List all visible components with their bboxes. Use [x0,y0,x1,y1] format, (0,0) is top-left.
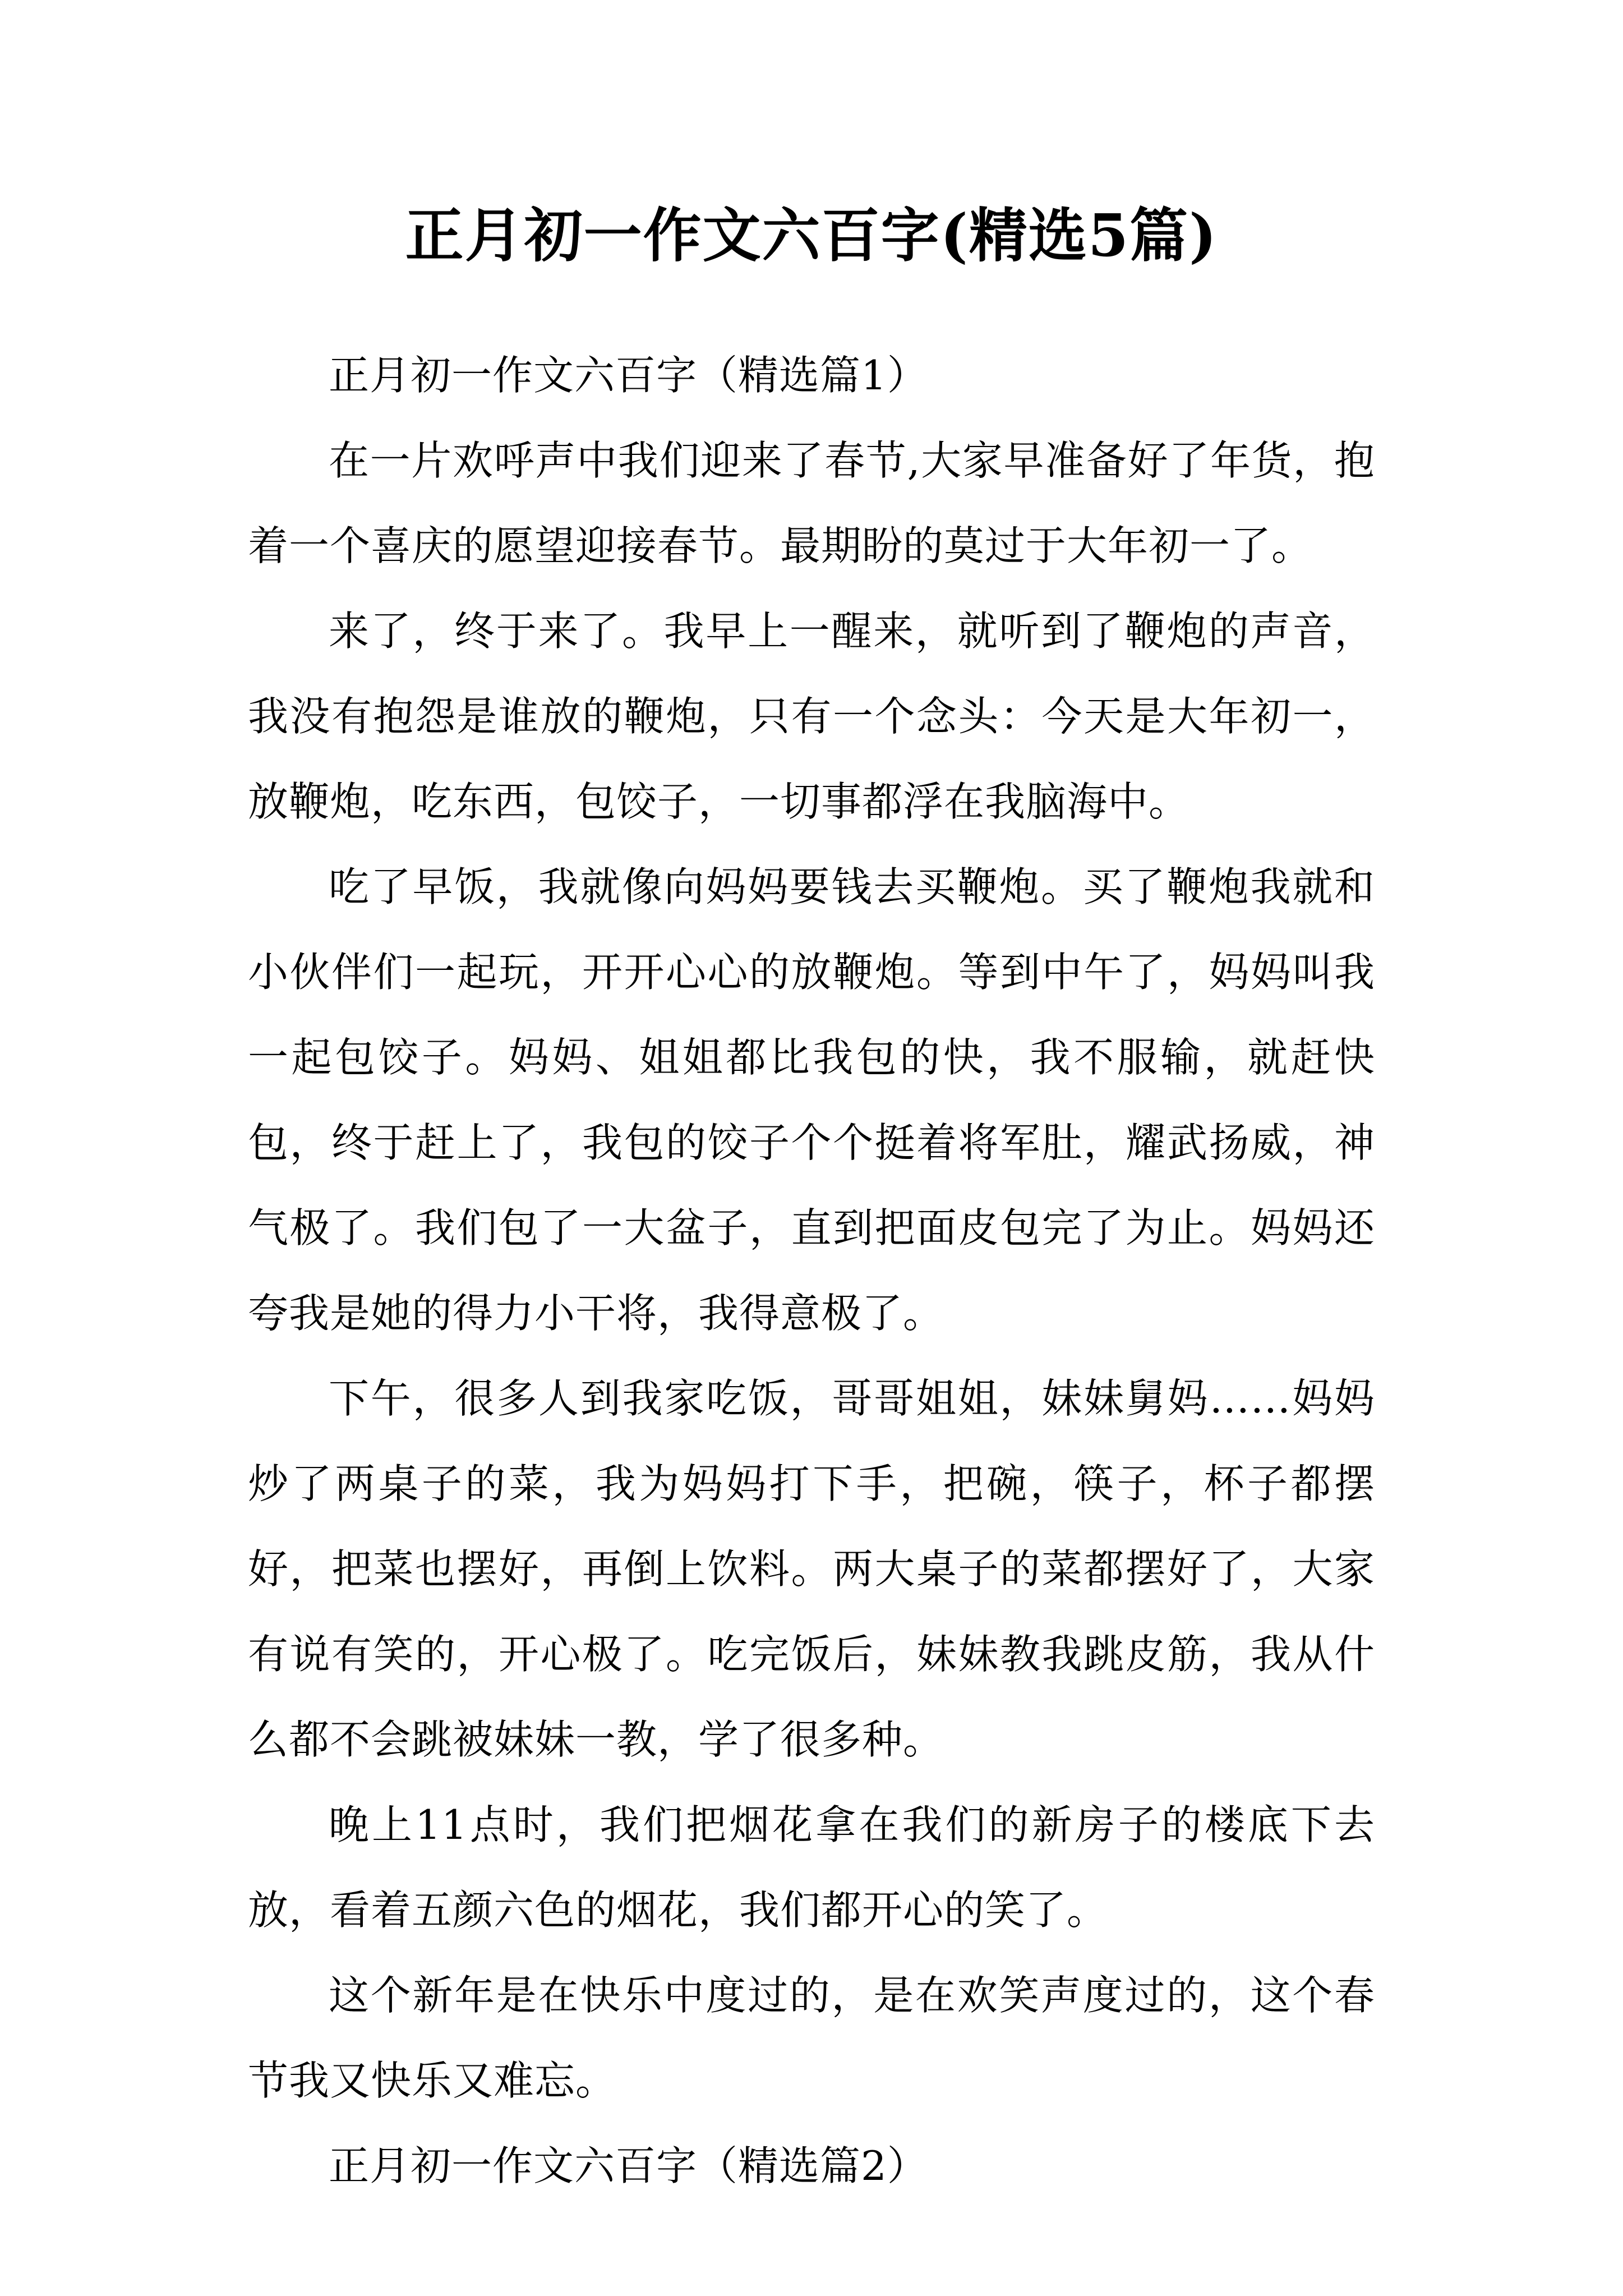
paragraph: 下午，很多人到我家吃饭，哥哥姐姐，妹妹舅妈……妈妈炒了两桌子的菜，我为妈妈打下手，把碗，筷子，杯子都摆好，把菜也摆好，再倒上饮料。两大桌子的菜都摆好了，大家有说有笑的，开心极了。吃完饭后，妹妹教我跳皮筋，我从什么都不会跳被妹妹一教，学了很多种。 [248,1375,1375,1763]
paragraph: 来了，终于来了。我早上一醒来，就听到了鞭炮的声音，我没有抱怨是谁放的鞭炮，只有一个念头：今天是大年初一，放鞭炮，吃东西，包饺子，一切事都浮在我脑海中。 [248,608,1375,825]
section-heading-1: 正月初一作文六百字（精选篇1） [329,352,928,399]
paragraph: 晚上11点时，我们把烟花拿在我们的新房子的楼底下去放，看着五颜六色的烟花，我们都开心的笑了。 [248,1801,1375,1934]
document-title: 正月初一作文六百字(精选5篇) [405,201,1218,270]
paragraph: 这个新年是在快乐中度过的，是在欢笑声度过的，这个春节我又快乐又难忘。 [248,1972,1375,2104]
paragraph: 在一片欢呼声中我们迎来了春节,大家早准备好了年货，抱着一个喜庆的愿望迎接春节。最期盼的莫过于大年初一了。 [248,437,1375,569]
paragraph: 吃了早饭，我就像向妈妈要钱去买鞭炮。买了鞭炮我就和小伙伴们一起玩，开开心心的放鞭炮。等到中午了，妈妈叫我一起包饺子。妈妈、姐姐都比我包的快，我不服输，就赶快包，终于赶上了，我包的饺子个个挺着将军肚，耀武扬威，神气极了。我们包了一大盆子，直到把面皮包完了为止。妈妈还夸我是她的得力小干将，我得意极了。 [248,863,1375,1337]
section-heading-2: 正月初一作文六百字（精选篇2） [329,2142,928,2189]
document-body [248,333,1375,2208]
